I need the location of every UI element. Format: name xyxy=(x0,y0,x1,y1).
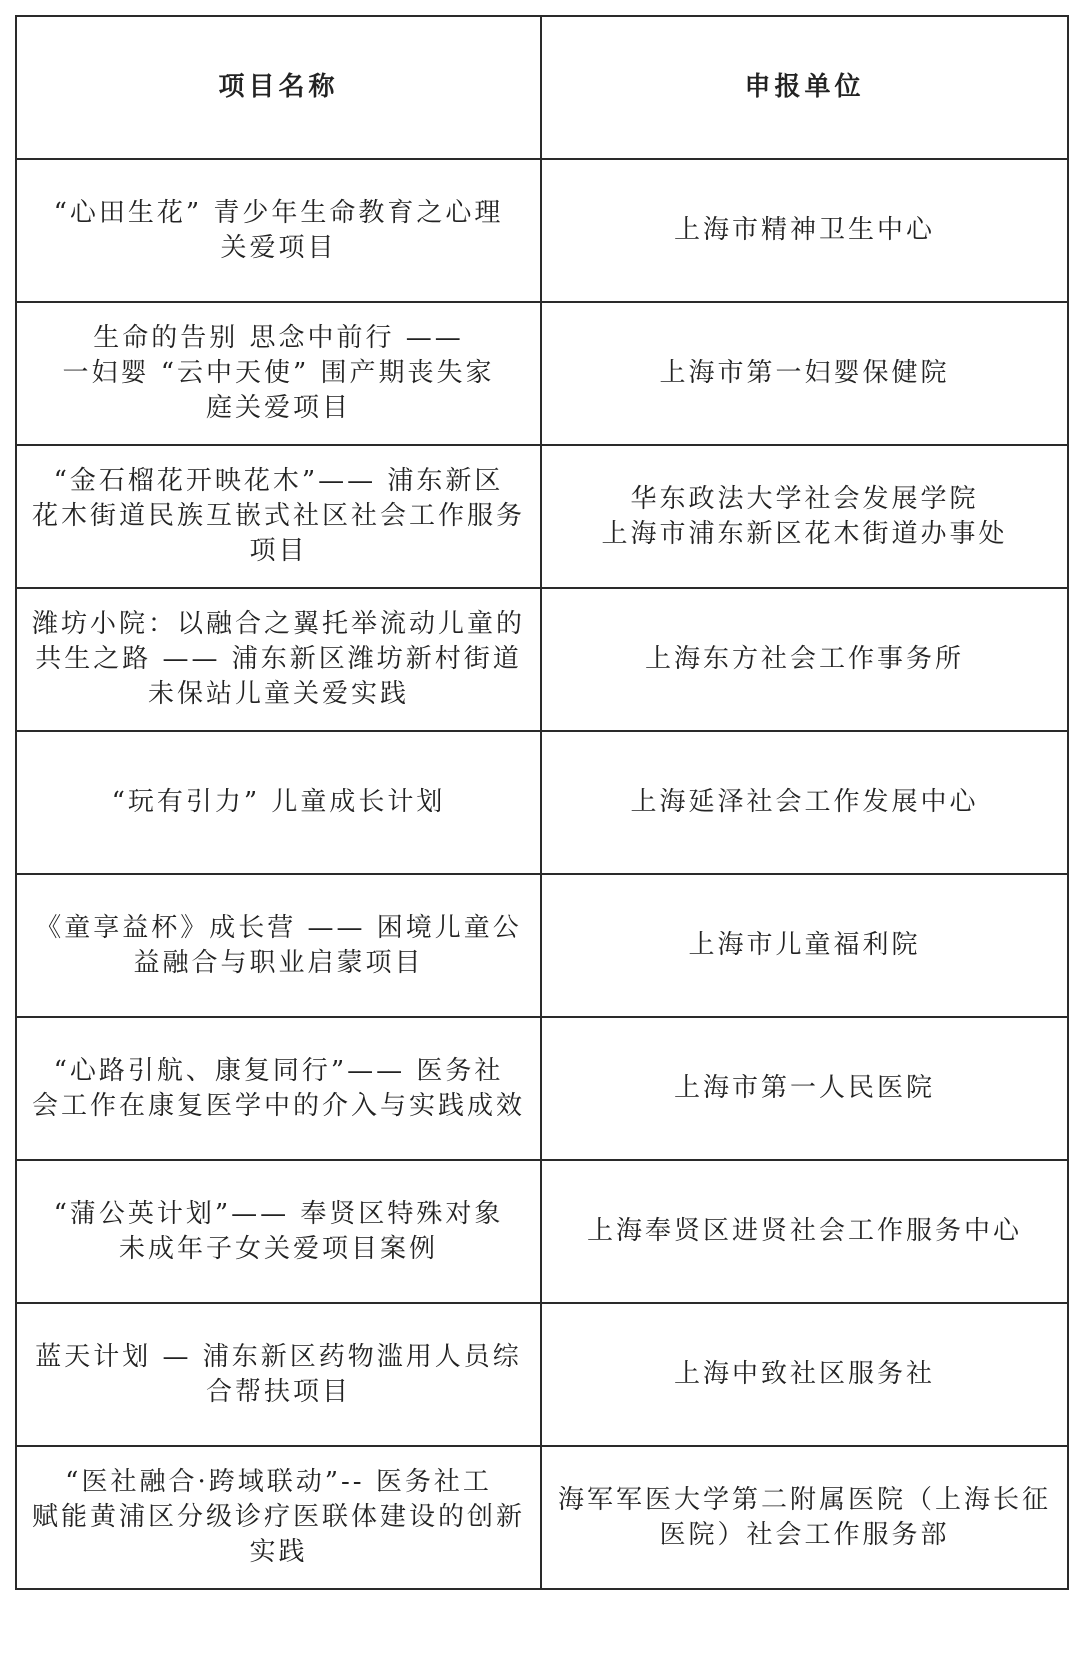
table-row xyxy=(16,1160,1068,1303)
table-row xyxy=(16,1017,1068,1160)
applicant-unit: 上海东方社会工作事务所 xyxy=(644,644,964,674)
project-name: “金石榴花开映花木”—— 浦东新区 花木街道民族互嵌式社区社会工作服务 项目 xyxy=(31,466,525,566)
applicant-unit: 上海市儿童福利院 xyxy=(688,930,921,960)
table-row xyxy=(16,1446,1068,1589)
project-table xyxy=(15,15,1069,1590)
applicant-unit: 上海延泽社会工作发展中心 xyxy=(630,787,979,817)
table-row xyxy=(16,874,1068,1017)
table-row xyxy=(16,588,1068,731)
project-name-cell xyxy=(16,731,541,874)
applicant-unit: 海军军医大学第二附属医院（上海长征 医院）社会工作服务部 xyxy=(557,1484,1051,1550)
applicant-unit: 华东政法大学社会发展学院 上海市浦东新区花木街道办事处 xyxy=(601,483,1008,549)
applicant-unit: 上海中致社区服务社 xyxy=(673,1359,935,1389)
applicant-unit: 上海市第一人民医院 xyxy=(673,1073,935,1103)
project-name: “玩有引力” 儿童成长计划 xyxy=(111,787,446,817)
header-project-name: 项目名称 xyxy=(16,16,541,159)
project-name: “心田生花” 青少年生命教育之心理 关爱项目 xyxy=(53,197,504,263)
header-applicant-unit: 申报单位 xyxy=(541,16,1068,159)
project-name-cell xyxy=(16,1303,541,1446)
applicant-unit-cell xyxy=(541,1303,1068,1446)
project-name-cell xyxy=(16,1160,541,1303)
table-row xyxy=(16,302,1068,445)
applicant-unit-cell xyxy=(541,874,1068,1017)
applicant-unit-cell xyxy=(541,1446,1068,1589)
project-table-container xyxy=(15,15,1067,1590)
applicant-unit-cell xyxy=(541,731,1068,874)
applicant-unit-cell xyxy=(541,1160,1068,1303)
applicant-unit-cell xyxy=(541,445,1068,588)
project-name-cell xyxy=(16,588,541,731)
project-name-cell xyxy=(16,1017,541,1160)
applicant-unit-cell xyxy=(541,588,1068,731)
project-name-cell xyxy=(16,302,541,445)
project-name: 生命的告别 思念中前行 —— 一妇婴 “云中天使” 围产期丧失家 庭关爱项目 xyxy=(62,323,495,423)
project-name: “蒲公英计划”—— 奉贤区特殊对象 未成年子女关爱项目案例 xyxy=(53,1198,504,1264)
project-name: “心路引航、康复同行”—— 医务社 会工作在康复医学中的介入与实践成效 xyxy=(31,1055,525,1121)
project-name-cell xyxy=(16,874,541,1017)
project-name-cell xyxy=(16,445,541,588)
project-name: 蓝天计划 — 浦东新区药物滥用人员综 合帮扶项目 xyxy=(35,1341,522,1407)
project-name-cell xyxy=(16,1446,541,1589)
table-header-row xyxy=(16,16,1068,159)
applicant-unit-cell xyxy=(541,302,1068,445)
table-row xyxy=(16,159,1068,302)
applicant-unit: 上海市第一妇婴保健院 xyxy=(659,358,950,388)
applicant-unit: 上海市精神卫生中心 xyxy=(673,215,935,245)
table-row xyxy=(16,445,1068,588)
project-name: 潍坊小院：以融合之翼托举流动儿童的 共生之路 —— 浦东新区潍坊新村街道 未保站儿童关爱实践 xyxy=(31,609,525,709)
applicant-unit-cell xyxy=(541,159,1068,302)
applicant-unit-cell xyxy=(541,1017,1068,1160)
table-row xyxy=(16,731,1068,874)
project-name-cell xyxy=(16,159,541,302)
table-row xyxy=(16,1303,1068,1446)
project-name: “医社融合·跨域联动”-- 医务社工 赋能黄浦区分级诊疗医联体建设的创新 实践 xyxy=(31,1467,525,1567)
applicant-unit: 上海奉贤区进贤社会工作服务中心 xyxy=(586,1216,1022,1246)
project-name: 《童享益杯》成长营 —— 困境儿童公 益融合与职业启蒙项目 xyxy=(35,912,522,978)
